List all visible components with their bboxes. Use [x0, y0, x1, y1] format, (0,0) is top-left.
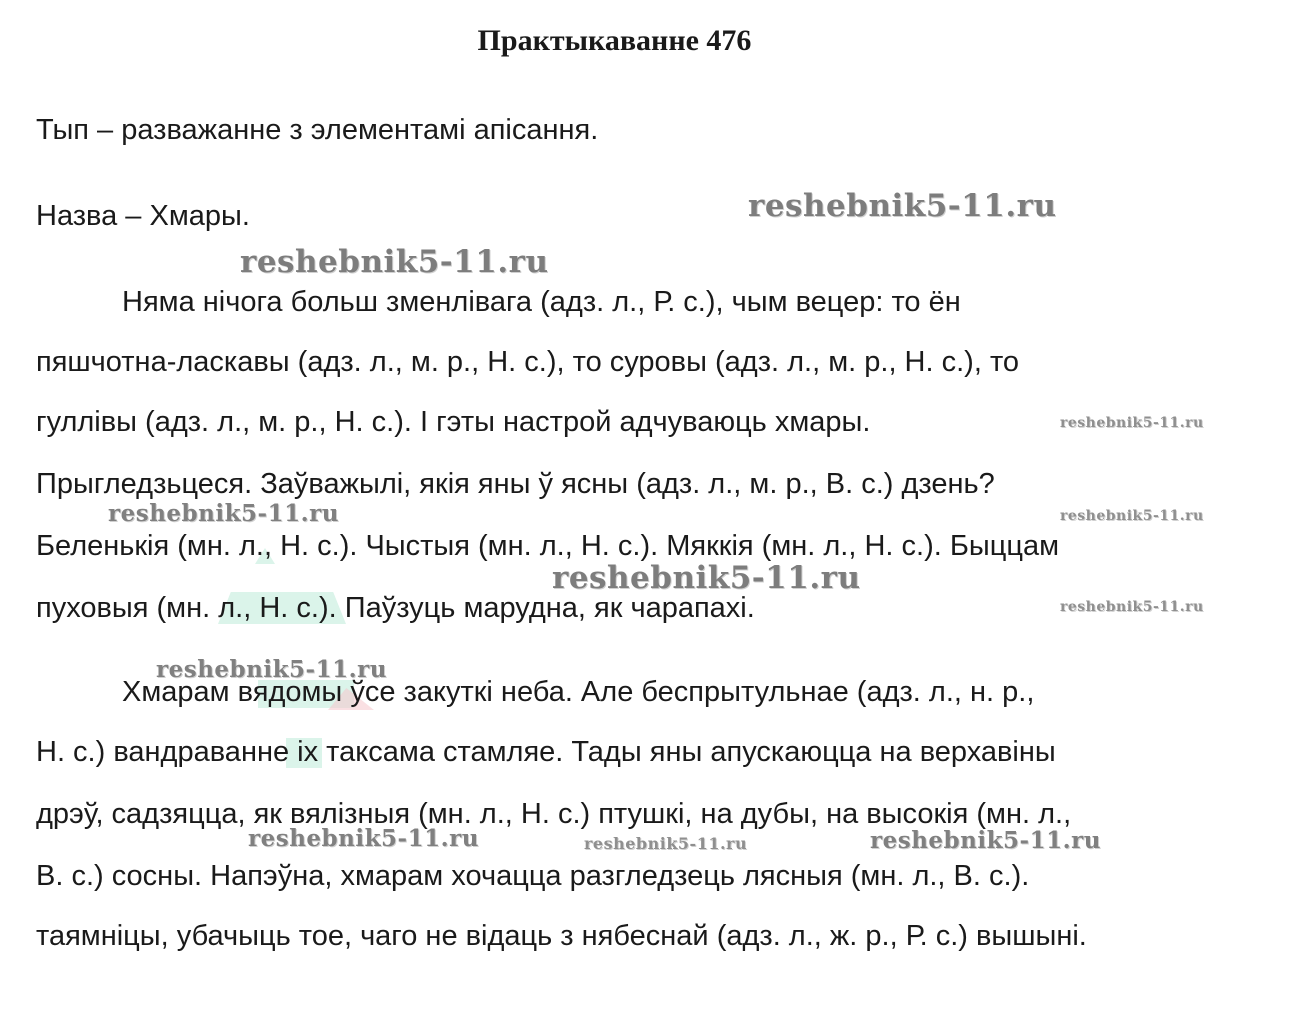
paragraph2-line: Хмарам вядомы ўсе закуткі неба. Але беспрытульнае (адз. л., н. р.,: [122, 676, 1035, 708]
watermark: reshebnik5-11.ru: [248, 825, 479, 852]
watermark: reshebnik5-11.ru: [748, 188, 1057, 224]
watermark: reshebnik5-11.ru: [1060, 415, 1204, 431]
paragraph2-line: дрэў, садзяцца, як вялізныя (мн. л., Н. с.) птушкі, на дубы, на высокія (мн. л.,: [36, 798, 1072, 830]
page-title: Практыкаванне 476: [477, 24, 752, 57]
watermark: reshebnik5-11.ru: [584, 834, 748, 853]
paragraph1-line: Прыгледзьцеся. Заўважылі, якія яны ў ясны (адз. л., м. р., В. с.) дзень?: [36, 468, 995, 500]
watermark: reshebnik5-11.ru: [240, 244, 549, 280]
paragraph2-line: таямніцы, убачыць тое, чаго не відаць з нябеснай (адз. л., ж. р., Р. с.) вышыні.: [36, 920, 1087, 952]
type-line: Тып – разважанне з элементамі апісання.: [36, 114, 599, 146]
paragraph1-line: пуховыя (мн. л., Н. с.). Паўзуць марудна, як чарапахі.: [36, 592, 755, 624]
watermark: reshebnik5-11.ru: [1060, 508, 1204, 524]
watermark: reshebnik5-11.ru: [156, 656, 387, 683]
paragraph1-line: пяшчотна-ласкавы (адз. л., м. р., Н. с.), то суровы (адз. л., м. р., Н. с.), то: [36, 346, 1020, 378]
watermark: reshebnik5-11.ru: [552, 560, 861, 596]
paragraph1-line: Беленькія (мн. л., Н. с.). Чыстыя (мн. л., Н. с.). Мяккія (мн. л., Н. с.). Быццам: [36, 530, 1060, 562]
watermark: reshebnik5-11.ru: [870, 827, 1101, 854]
watermark: reshebnik5-11.ru: [1060, 599, 1204, 615]
paragraph1-line: гуллівы (адз. л., м. р., Н. с.). І гэты настрой адчуваюць хмары.: [36, 406, 871, 438]
watermark: reshebnik5-11.ru: [108, 500, 339, 527]
paragraph2-line: Н. с.) вандраванне іх таксама стамляе. Тады яны апускаюцца на верхавіны: [36, 736, 1056, 768]
paragraph1-line: Няма нічога больш зменлівага (адз. л., Р. с.), чым вецер: то ён: [122, 286, 961, 318]
paragraph2-line: В. с.) сосны. Напэўна, хмарам хочацца разгледзець лясныя (мн. л., В. с.).: [36, 860, 1030, 892]
name-line: Назва – Хмары.: [36, 200, 250, 232]
